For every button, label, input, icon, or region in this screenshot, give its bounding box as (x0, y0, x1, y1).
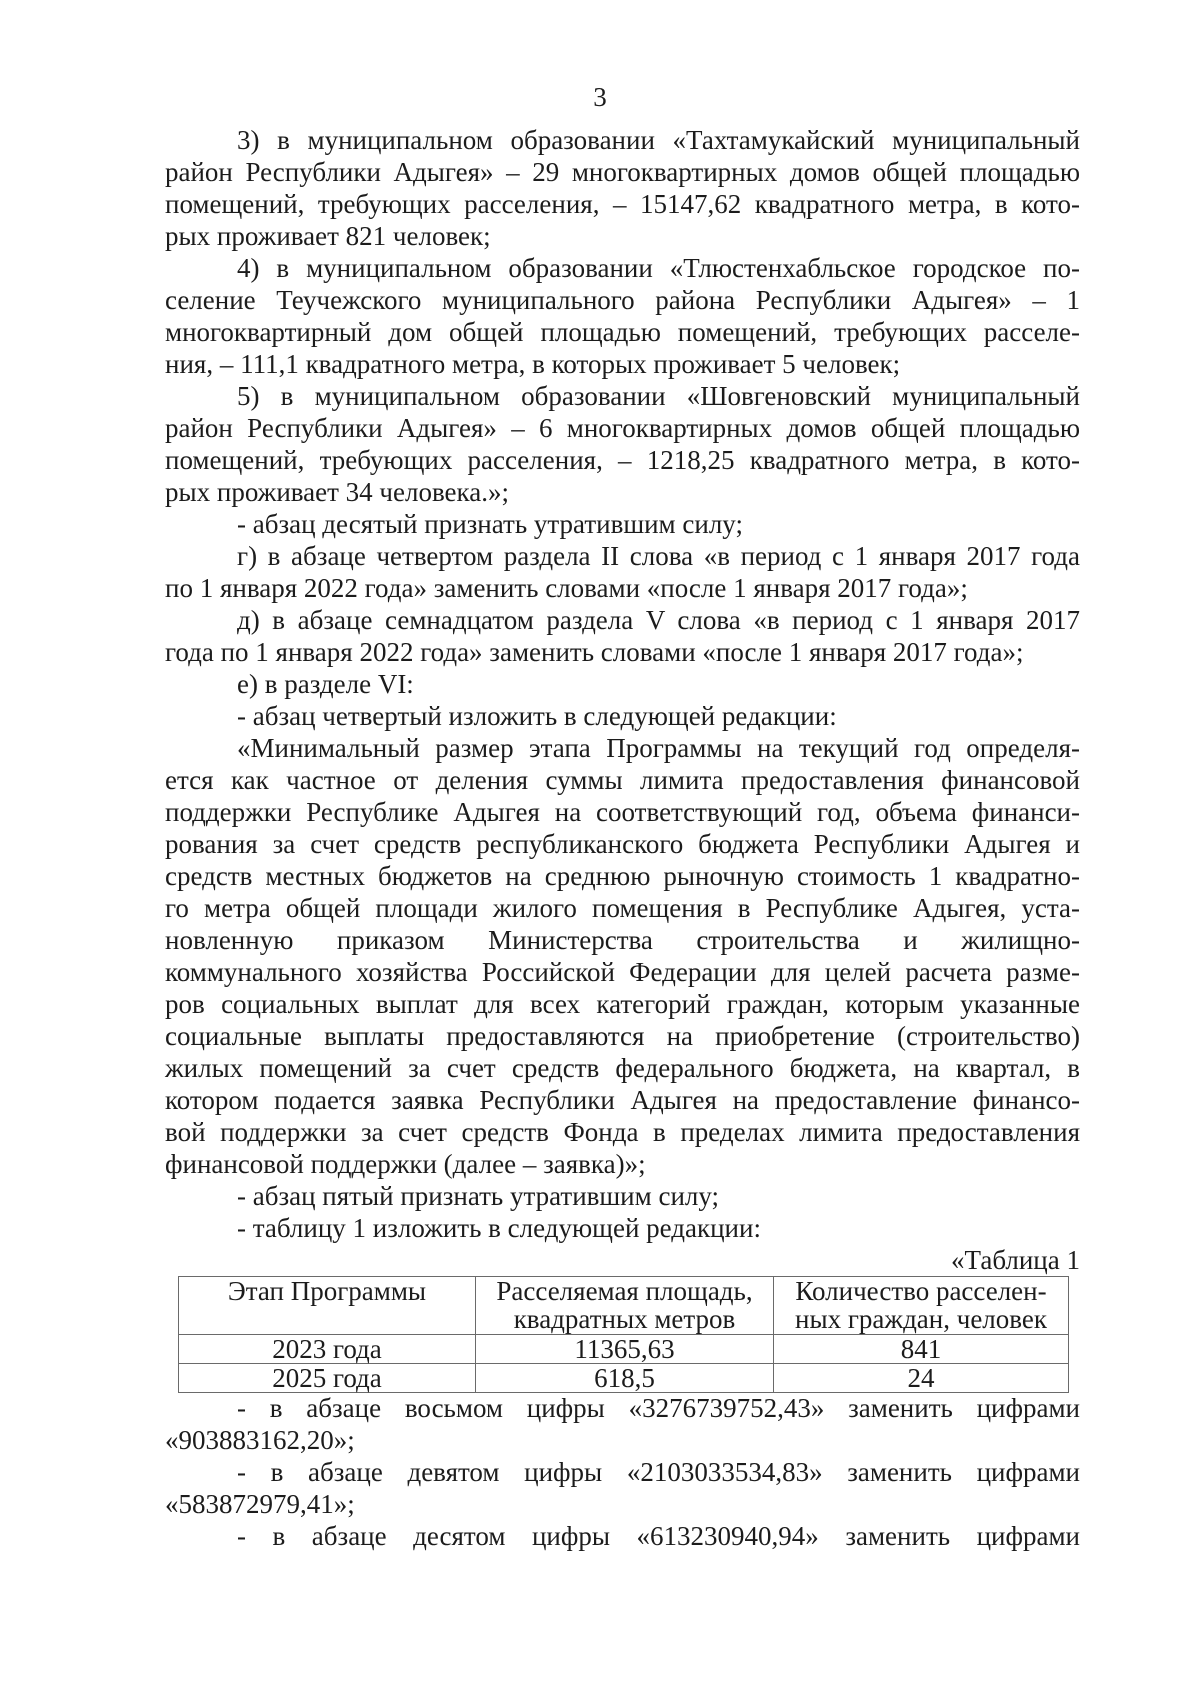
text-line: рых проживает 821 человек; (165, 221, 491, 251)
body-text-lower (165, 1392, 1080, 1552)
table-header-stage (179, 1277, 476, 1335)
text-line: «903883162,20»; (165, 1425, 355, 1455)
text-line: - абзац десятый признать утратившим силу; (237, 509, 743, 539)
table-cell: 11365,63 (476, 1335, 774, 1364)
paragraph-abzac-9 (165, 1456, 1080, 1520)
text-line: - абзац пятый признать утратившим силу; (237, 1181, 720, 1211)
text-line: селение Теучежского муниципального района Республики Адыгея» – 1 (165, 285, 1080, 315)
text-line: ется как частное от деления суммы лимита предоставления финансовой (165, 765, 1080, 795)
text-line: поддержки Республике Адыгея на соответствующий год, объема финанси- (165, 797, 1080, 827)
table-cell: 2023 года (179, 1335, 476, 1364)
paragraph-item-4 (165, 252, 1080, 380)
text-line: «583872979,41»; (165, 1489, 355, 1519)
paragraph-abzac-8 (165, 1392, 1080, 1456)
text-line: район Республики Адыгея» – 29 многоквартирных домов общей площадью (165, 157, 1080, 187)
table-row (179, 1335, 1069, 1364)
table-container (178, 1276, 1068, 1393)
text-line: 4) в муниципальном образовании «Тлюстенхабльское городское по- (237, 253, 1080, 283)
header-line: Количество расселен- (795, 1276, 1047, 1306)
text-line: - в абзаце девятом цифры «2103033534,83» заменить цифрами (237, 1457, 1080, 1487)
paragraph-e (165, 668, 1080, 700)
paragraph-table-intro (165, 1212, 1080, 1244)
text-line: помещений, требующих расселения, – 1218,25 квадратного метра, в кото- (165, 445, 1080, 475)
text-line: - в абзаце десятом цифры «613230940,94» заменить цифрами (237, 1521, 1080, 1551)
text-line: ров социальных выплат для всех категорий граждан, которым указанные (165, 989, 1080, 1019)
text-line: многоквартирный дом общей площадью помещений, требующих расселе- (165, 317, 1080, 347)
text-line: жилых помещений за счет средств федерального бюджета, на квартал, в (165, 1053, 1080, 1083)
text-line: го метра общей площади жилого помещения в Республике Адыгея, уста- (165, 893, 1080, 923)
text-line: - абзац четвертый изложить в следующей редакции: (237, 701, 837, 731)
paragraph-abzac-5 (165, 1180, 1080, 1212)
text-line: коммунального хозяйства Российской Федерации для целей расчета разме- (165, 957, 1080, 987)
header-line: Этап Программы (227, 1276, 427, 1306)
paragraph-abzac-4-intro (165, 700, 1080, 732)
header-line: квадратных метров (513, 1304, 736, 1334)
table-header-area (476, 1277, 774, 1335)
text-line: средств местных бюджетов на среднюю рыночную стоимость 1 квадратно- (165, 861, 1080, 891)
data-table (178, 1276, 1069, 1393)
paragraph-d (165, 604, 1080, 668)
page-number: 3 (593, 82, 607, 112)
text-line: вой поддержки за счет средств Фонда в пределах лимита предоставления (165, 1117, 1080, 1147)
text-line: финансовой поддержки (далее – заявка)»; (165, 1149, 646, 1179)
header-line: Расселяемая площадь, (496, 1276, 753, 1306)
table-header-row (179, 1277, 1069, 1335)
text-line: 3) в муниципальном образовании «Тахтамукайский муниципальный (237, 125, 1080, 155)
text-line: - таблицу 1 изложить в следующей редакции: (237, 1213, 761, 1243)
paragraph-quoted-text (165, 732, 1080, 1180)
text-line: д) в абзаце семнадцатом раздела V слова «в период с 1 января 2017 (237, 605, 1080, 635)
text-line: рования за счет средств республиканского бюджета Республики Адыгея и (165, 829, 1080, 859)
text-line: помещений, требующих расселения, – 15147,62 квадратного метра, в кото- (165, 189, 1080, 219)
table-row (179, 1364, 1069, 1393)
text-line: новленную приказом Министерства строительства и жилищно- (165, 925, 1080, 955)
text-line: е) в разделе VI: (237, 669, 414, 699)
text-line: по 1 января 2022 года» заменить словами «после 1 января 2017 года»; (165, 573, 968, 603)
body-text-upper (165, 124, 1080, 1276)
table-caption: «Таблица 1 (951, 1245, 1080, 1275)
text-line: «Минимальный размер этапа Программы на текущий год определя- (237, 733, 1080, 763)
table-header-residents (774, 1277, 1069, 1335)
table-cell: 2025 года (179, 1364, 476, 1393)
paragraph-g (165, 540, 1080, 604)
header-line: ных граждан, человек (795, 1304, 1047, 1334)
text-line: года по 1 января 2022 года» заменить словами «после 1 января 2017 года»; (165, 637, 1024, 667)
text-line: 5) в муниципальном образовании «Шовгеновский муниципальный (237, 381, 1080, 411)
table-cell: 24 (774, 1364, 1069, 1393)
table-cell: 618,5 (476, 1364, 774, 1393)
text-line: ния, – 111,1 квадратного метра, в которых проживает 5 человек; (165, 349, 901, 379)
text-line: г) в абзаце четвертом раздела II слова «в период с 1 января 2017 года (237, 541, 1080, 571)
text-line: котором подается заявка Республики Адыгея на предоставление финансо- (165, 1085, 1080, 1115)
paragraph-item-3 (165, 124, 1080, 252)
paragraph-abzac-10 (165, 508, 1080, 540)
text-line: социальные выплаты предоставляются на приобретение (строительство) (165, 1021, 1080, 1051)
text-line: - в абзаце восьмом цифры «3276739752,43» заменить цифрами (237, 1393, 1080, 1423)
paragraph-abzac-10-figures (165, 1520, 1080, 1552)
paragraph-item-5 (165, 380, 1080, 508)
text-line: район Республики Адыгея» – 6 многоквартирных домов общей площадью (165, 413, 1080, 443)
table-cell: 841 (774, 1335, 1069, 1364)
text-line: рых проживает 34 человека.»; (165, 477, 509, 507)
